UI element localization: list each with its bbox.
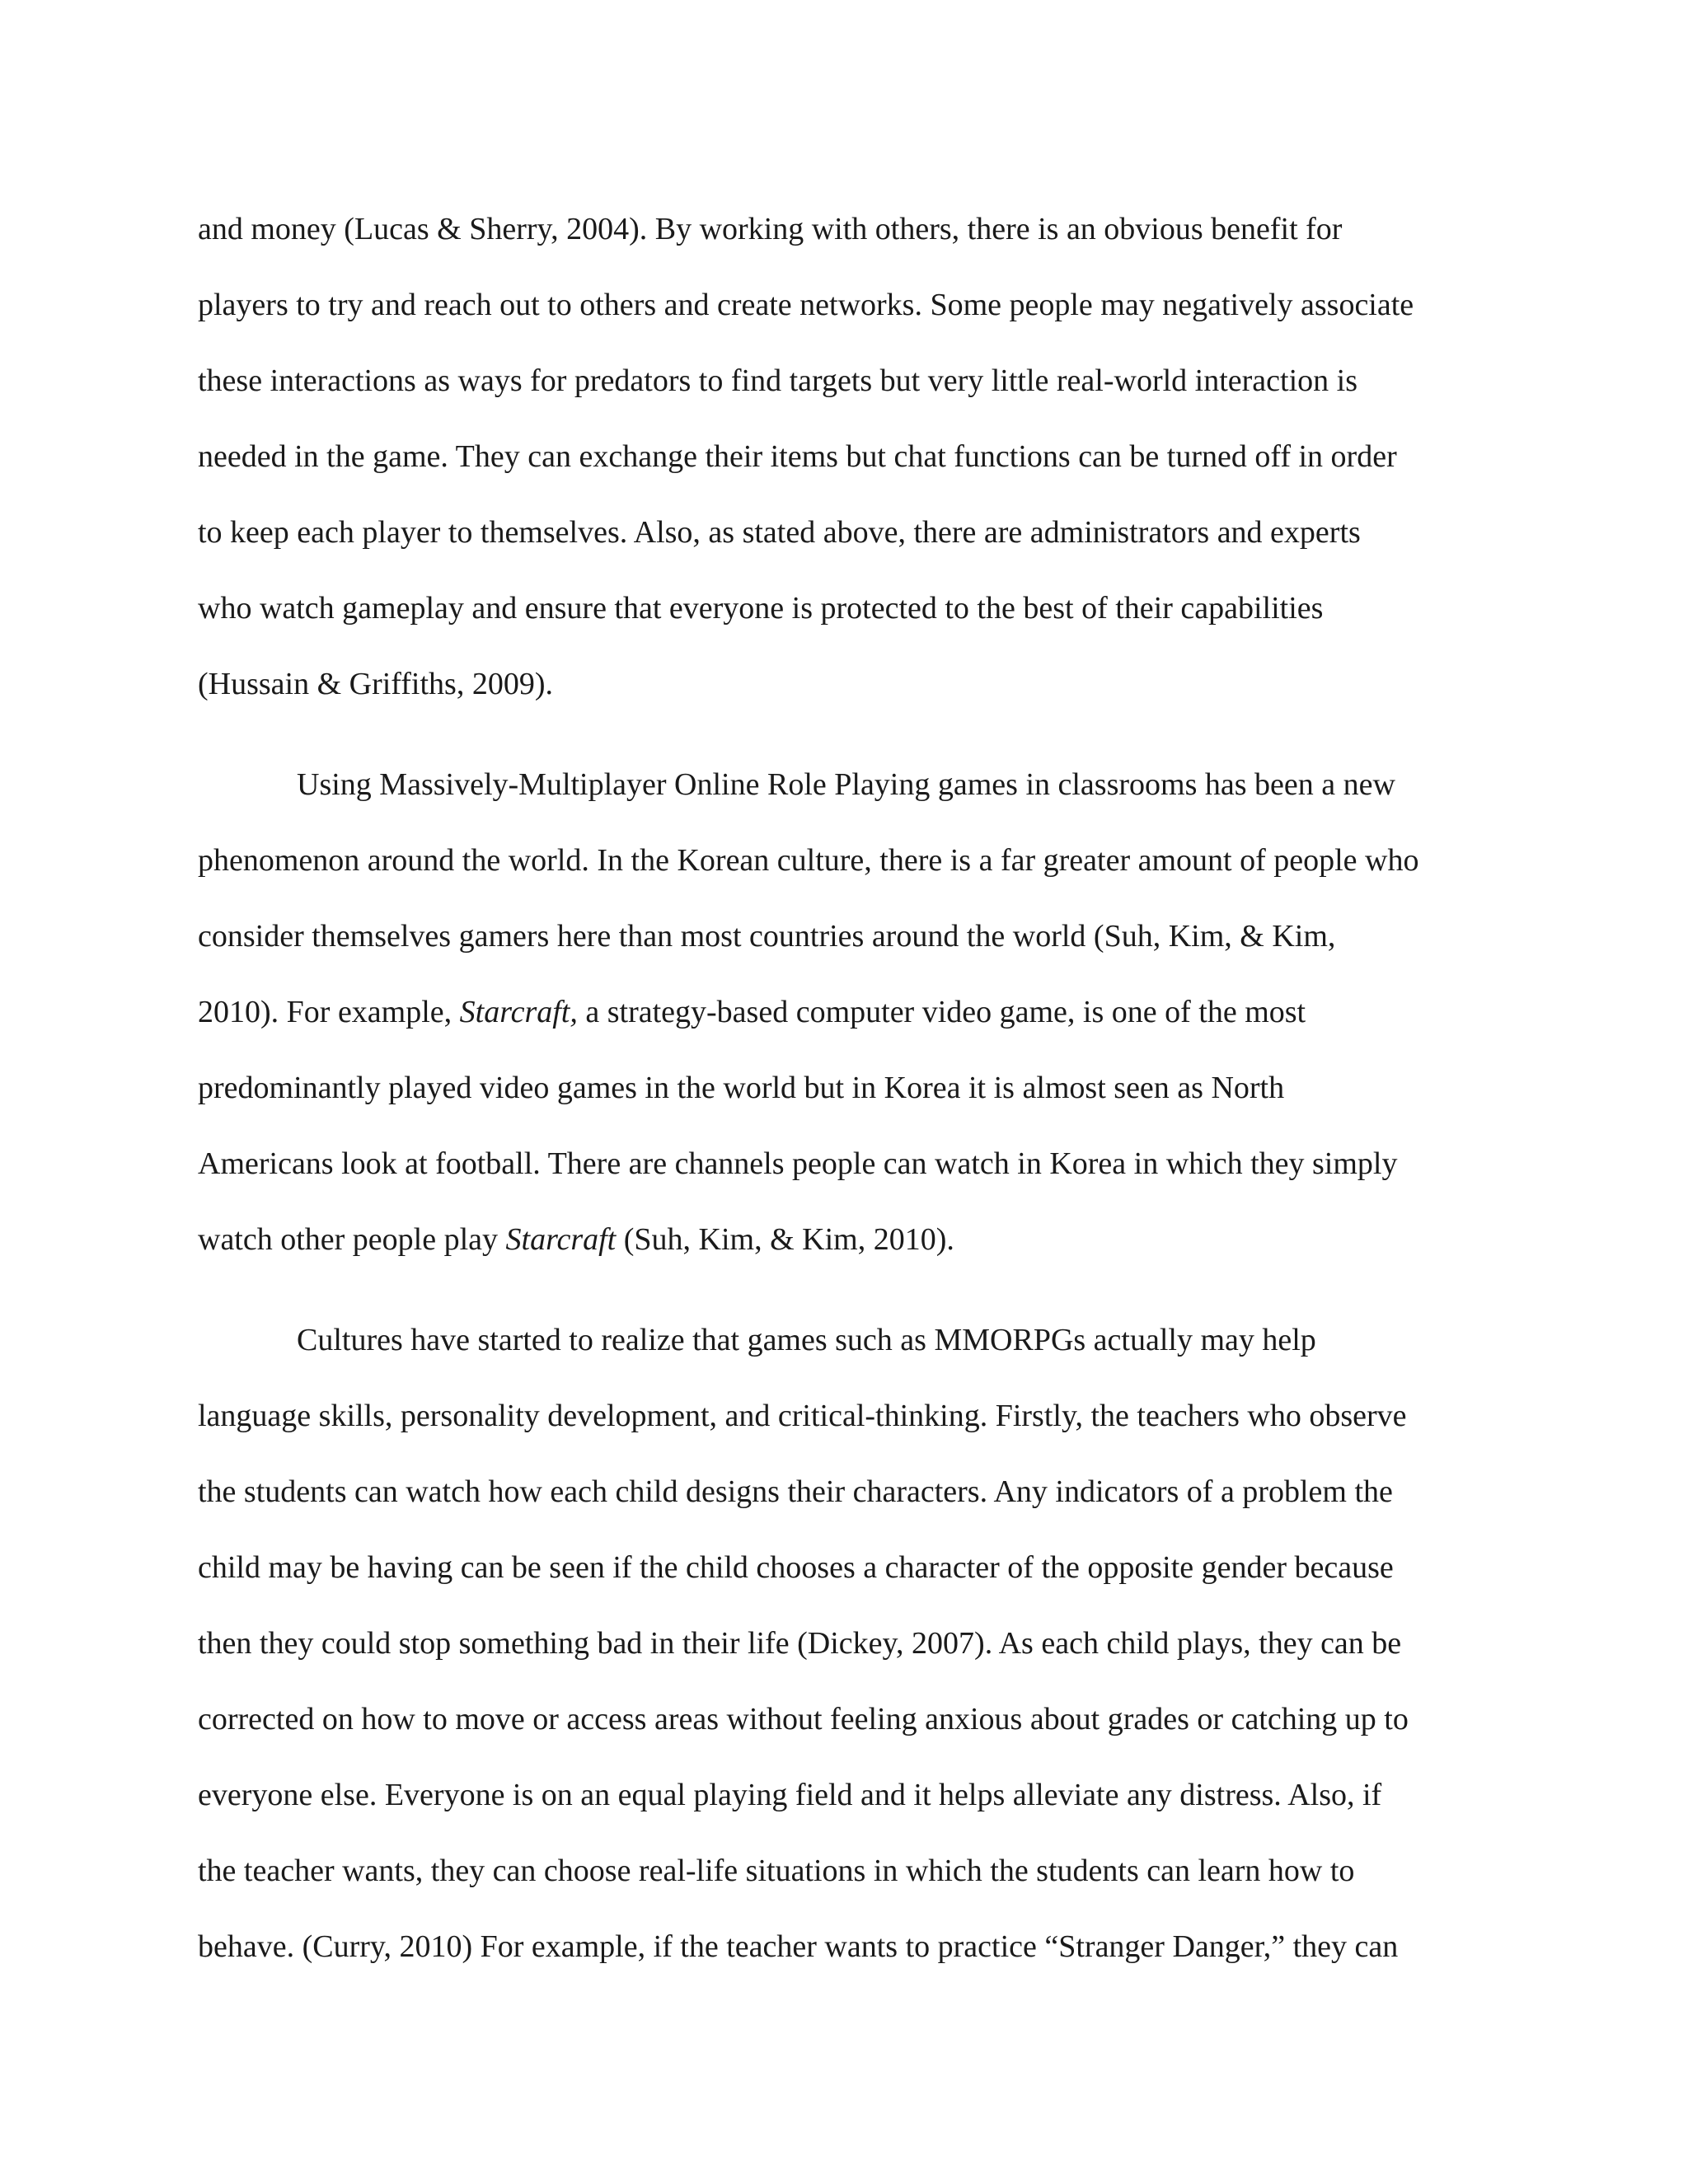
paragraph-2 <box>198 747 1517 1277</box>
text-line: watch other people play Starcraft (Suh, Kim, & Kim, 2010). <box>198 1222 954 1257</box>
text-line: the students can watch how each child designs their characters. Any indicators of a problem the <box>198 1474 1393 1509</box>
text-line: Cultures have started to realize that games such as MMORPGs actually may help <box>297 1323 1316 1357</box>
text-line: who watch gameplay and ensure that everyone is protected to the best of their capabilities <box>198 591 1324 626</box>
game-title: Starcraft, <box>459 995 578 1029</box>
text-line: consider themselves gamers here than most countries around the world (Suh, Kim, & Kim, <box>198 919 1336 954</box>
text-line: phenomenon around the world. In the Korean culture, there is a far greater amount of people who <box>198 843 1419 878</box>
paragraph-3 <box>198 1302 1517 1985</box>
text-line: child may be having can be seen if the child chooses a character of the opposite gender because <box>198 1550 1394 1585</box>
text-line: players to try and reach out to others and create networks. Some people may negatively associate <box>198 288 1414 322</box>
text-line: corrected on how to move or access areas without feeling anxious about grades or catching up to <box>198 1702 1409 1736</box>
text-line: behave. (Curry, 2010) For example, if the teacher wants to practice “Stranger Danger,” they can <box>198 1929 1399 1964</box>
text-line: everyone else. Everyone is on an equal playing field and it helps alleviate any distress. Also, if <box>198 1778 1382 1812</box>
text-line: 2010). For example, Starcraft, a strategy-based computer video game, is one of the most <box>198 995 1306 1029</box>
text-line: Americans look at football. There are channels people can watch in Korea in which they simply <box>198 1146 1398 1181</box>
text-line: Using Massively-Multiplayer Online Role Playing games in classrooms has been a new <box>297 767 1395 802</box>
text-line: and money (Lucas & Sherry, 2004). By working with others, there is an obvious benefit for <box>198 212 1343 246</box>
text-line: (Hussain & Griffiths, 2009). <box>198 667 553 701</box>
text-line: then they could stop something bad in their life (Dickey, 2007). As each child plays, they can be <box>198 1626 1402 1661</box>
text-line: language skills, personality development, and critical-thinking. Firstly, the teachers who observe <box>198 1399 1407 1433</box>
text-line: these interactions as ways for predators to find targets but very little real-world interaction is <box>198 363 1357 398</box>
body-text <box>198 191 1517 1985</box>
text-line: needed in the game. They can exchange their items but chat functions can be turned off in order <box>198 439 1397 474</box>
text-line: the teacher wants, they can choose real-life situations in which the students can learn how to <box>198 1854 1355 1888</box>
text-line: predominantly played video games in the world but in Korea it is almost seen as North <box>198 1071 1285 1105</box>
text-line: to keep each player to themselves. Also, as stated above, there are administrators and experts <box>198 515 1361 550</box>
game-title: Starcraft <box>505 1222 617 1257</box>
paragraph-1 <box>198 191 1517 722</box>
